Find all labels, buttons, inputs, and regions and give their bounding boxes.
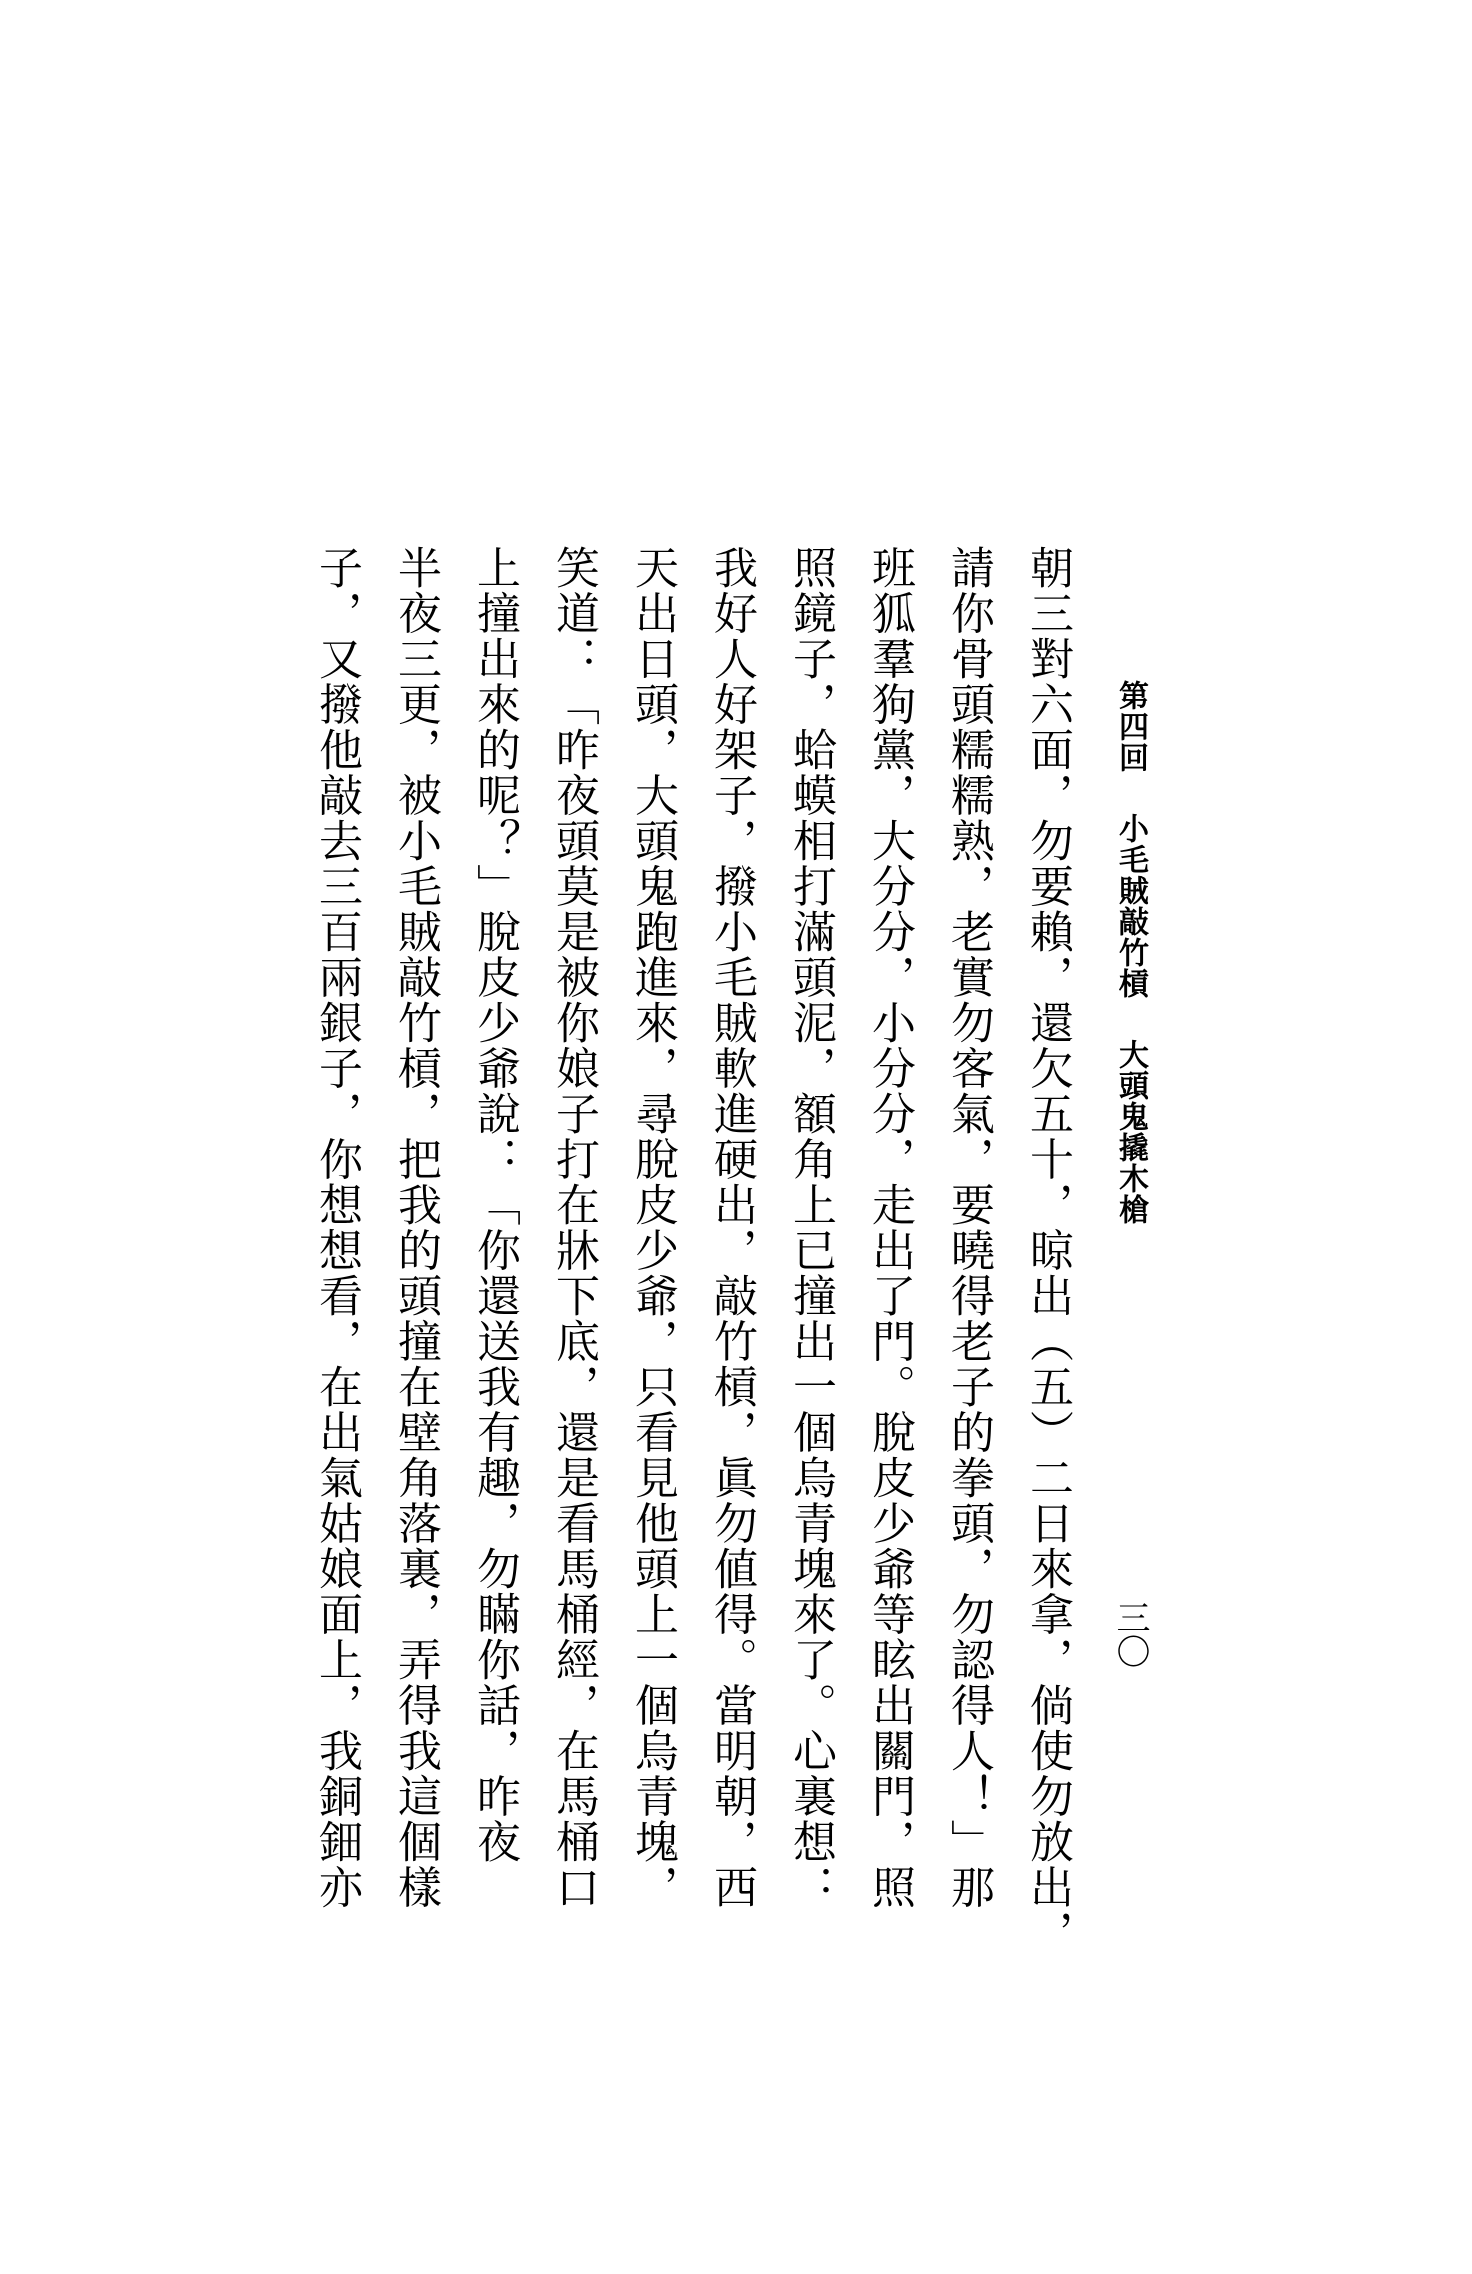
- chapter-title-part2: 大頭鬼撬木槍: [1113, 1039, 1148, 1225]
- text-column-9: 半夜三更，被小毛賊敲竹槓，把我的頭撞在壁角落裏，弄得我這個樣: [390, 545, 441, 1910]
- text-column-1: 朝三對六面，勿要賴，還欠五十，晾出（五）二日來拿，倘使勿放出，: [1022, 545, 1073, 1956]
- text-column-4: 照鏡子，蛤蟆相打滿頭泥，額角上已撞出一個烏青塊來了。心裏想：: [785, 545, 836, 1910]
- running-head: [1110, 680, 1150, 1225]
- text-column-2: 請你骨頭糯糯熟，老實勿客氣，要曉得老子的拳頭，勿認得人！」那: [943, 545, 994, 1910]
- chapter-title-part1: 小毛賊敲竹槓: [1113, 813, 1148, 999]
- body-text: [297, 545, 1087, 1956]
- text-column-3: 班狐羣狗黨，大分分，小分分，走出了門。脫皮少爺等眩出關門，照: [864, 545, 915, 1910]
- text-column-8: 上撞出來的呢？」脫皮少爺說：「你還送我有趣，勿瞞你話，昨夜: [469, 545, 520, 1865]
- text-column-7: 笑道：「昨夜頭莫是被你娘子打在牀下底，還是看馬桶經，在馬桶口: [548, 545, 599, 1910]
- text-column-6: 天出日頭，大頭鬼跑進來，尋脫皮少爺，只看見他頭上一個烏青塊，: [627, 545, 678, 1910]
- text-column-5: 我好人好架子，撥小毛賊軟進硬出，敲竹槓，眞勿値得。當明朝，西: [706, 545, 757, 1910]
- text-column-10: 子，又撥他敲去三百兩銀子，你想想看，在出氣姑娘面上，我銅鈿亦: [311, 545, 362, 1910]
- chapter-number: 第四回: [1113, 680, 1148, 773]
- page-number: 三〇: [1110, 1600, 1150, 1668]
